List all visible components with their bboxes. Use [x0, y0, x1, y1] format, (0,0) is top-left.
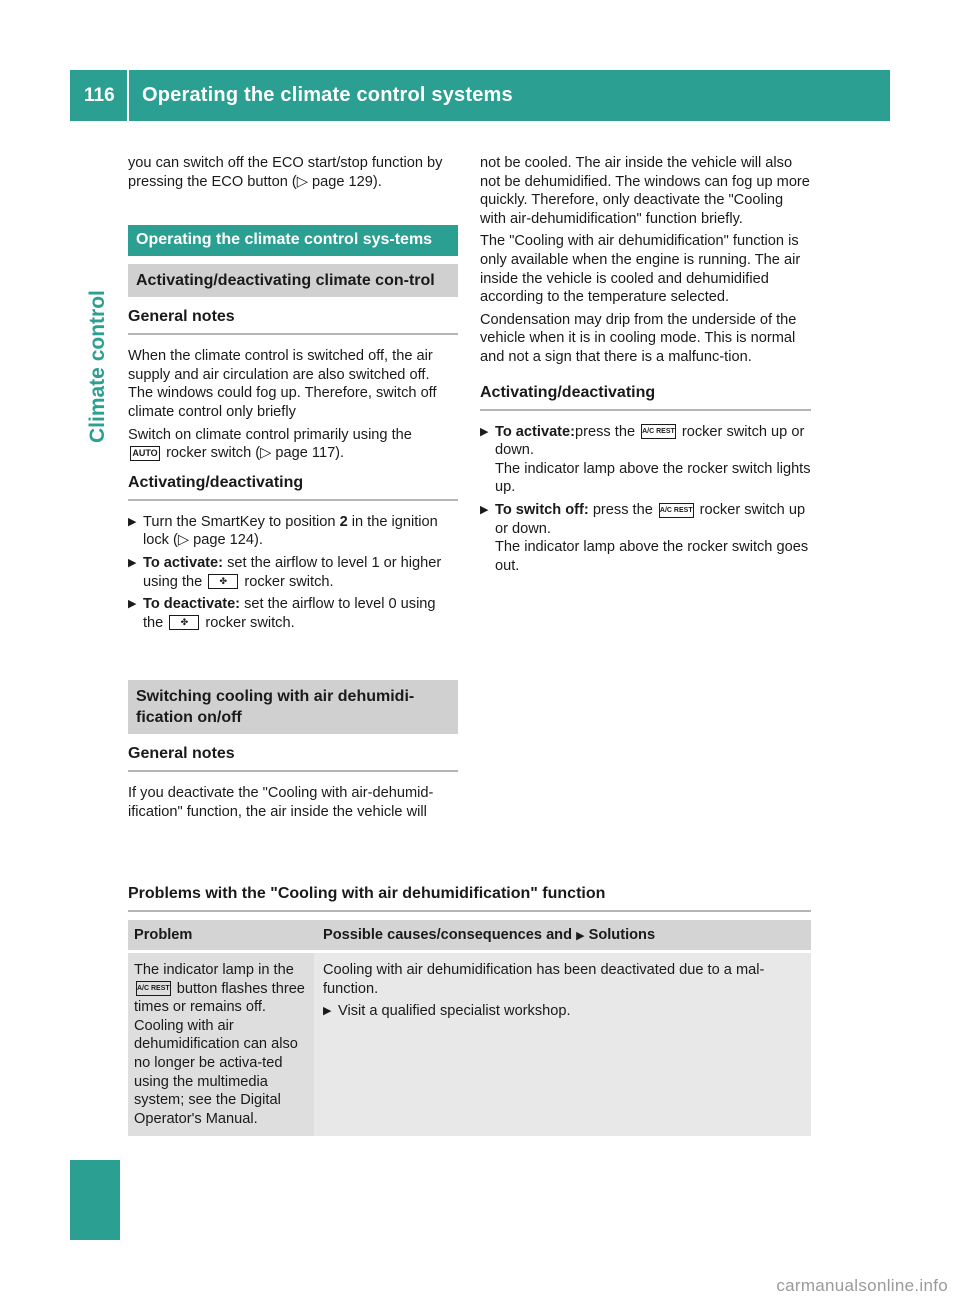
fan-button-icon: ✤ [169, 615, 199, 630]
ac-button-icon: A/C REST [659, 503, 694, 518]
step-arrow-icon: ▶ [480, 425, 489, 438]
cause-text: Cooling with air dehumidification has been deactivated due to a mal-function. [323, 962, 765, 997]
text: Possible causes/consequences and [323, 927, 573, 943]
table-cell-problem [128, 953, 314, 1136]
section-banner-cooling: Switching cooling with air dehumidi-fication on/off [128, 680, 458, 734]
step-label: To switch off: [495, 501, 589, 518]
step-activate [128, 554, 458, 591]
side-tab-label: Climate control [86, 290, 109, 443]
table-header-problem: Problem [134, 927, 193, 943]
fan-button-icon: ✤ [208, 574, 238, 589]
step-label: To deactivate: [143, 596, 241, 613]
text: rocker switch. [205, 614, 295, 631]
text: rocker switch up or down. [495, 423, 805, 459]
side-tab-marker [70, 1160, 120, 1240]
ac-button-icon: A/C REST [136, 981, 171, 996]
section-banner-activating: Activating/deactivating climate con-trol [128, 264, 458, 297]
step-note: The indicator lamp above the rocker switch goes out. [495, 539, 809, 574]
right-paragraph-2: The "Cooling with air dehumidification" function is only available when the engine is running. The air inside the vehicle is cooled and dehumidified according to the temperature selected. [480, 233, 801, 306]
solution-step [323, 1002, 802, 1021]
text: set the airflow to level 1 or higher using the [143, 554, 442, 590]
step-ac-activate [480, 423, 811, 497]
text: press the [588, 501, 653, 518]
ac-button-icon: A/C REST [641, 424, 676, 439]
step-label: To activate: [495, 423, 576, 440]
step-ac-switch-off [480, 501, 811, 575]
text: button flashes three times or remains off. Cooling with air dehumidification can also no longer be activa-ted using the multimedia system; see the Digital Operator's Manual. [134, 980, 305, 1127]
subheading-activating-ac: Activating/deactivating [480, 383, 811, 411]
step-ignition [128, 513, 458, 550]
table-row [128, 953, 811, 1136]
subheading-cooling-notes: General notes [128, 744, 458, 772]
general-notes-paragraph-2 [128, 426, 458, 463]
text: in the ignition lock (▷ page 124). [143, 513, 438, 549]
table-header-causes [314, 920, 811, 950]
spacer [128, 195, 458, 225]
step-deactivate [128, 595, 458, 632]
problems-table [128, 920, 811, 1136]
table-cell-causes [314, 953, 811, 1136]
text: Switch on climate control primarily using the [128, 426, 412, 443]
side-tab-area [70, 122, 120, 1160]
subheading-activating: Activating/deactivating [128, 473, 458, 501]
text: Solutions [588, 927, 656, 943]
step-arrow-icon: ▶ [128, 556, 137, 569]
right-paragraph-1: not be cooled. The air inside the vehicle will also not be dehumidified. The windows can fog up more quickly. Therefore, only deactivate the "Cooling with air-dehumidification" function briefly. [480, 155, 810, 227]
text: rocker switch up or down. [495, 501, 806, 537]
text: rocker switch. [244, 573, 334, 590]
table-header-row [128, 920, 811, 950]
text: set the airflow to level 0 using the [143, 596, 436, 631]
table-title: Problems with the "Cooling with air dehumidification" function [128, 884, 811, 912]
subheading-general-notes: General notes [128, 307, 458, 335]
position-number: 2 [339, 513, 348, 530]
watermark: carmanualsonline.info [776, 1276, 948, 1295]
step-arrow-icon: ▶ [128, 515, 137, 528]
step-note: The indicator lamp above the rocker switch lights up. [495, 460, 811, 496]
solution-arrow-icon: ▶ [576, 930, 585, 942]
text: press the [575, 423, 636, 440]
right-paragraph-3: Condensation may drip from the underside of the vehicle when it is in cooling mode. This is normal and not a sign that there is a malfunc-tion. [480, 311, 797, 365]
spacer [128, 636, 458, 672]
text: The indicator lamp in the [134, 962, 294, 978]
step-arrow-icon: ▶ [128, 598, 137, 611]
step-label: To activate: [143, 554, 224, 571]
cooling-paragraph: If you deactivate the "Cooling with air-dehumid-ification" function, the air inside the vehicle will [128, 785, 434, 820]
left-column [128, 154, 458, 826]
chapter-banner: Operating the climate control sys-tems [128, 225, 458, 256]
page-header [70, 70, 890, 121]
auto-button-icon: AUTO [130, 446, 160, 461]
page-number: 116 [84, 85, 115, 106]
general-notes-paragraph-1: When the climate control is switched off, the air supply and air circulation are also switched off. The windows could fog up. Therefore, switch off climate control only briefly [128, 348, 437, 420]
header-divider [127, 70, 129, 121]
text: rocker switch (▷ page 117). [166, 445, 345, 462]
solution-text: Visit a qualified specialist workshop. [338, 1003, 571, 1020]
section-title: Operating the climate control systems [142, 84, 513, 106]
text: Turn the SmartKey to position [143, 513, 340, 530]
intro-paragraph: you can switch off the ECO start/stop function by pressing the ECO button (▷ page 129). [128, 155, 443, 190]
step-arrow-icon: ▶ [323, 1005, 332, 1018]
right-column [480, 154, 811, 579]
step-arrow-icon: ▶ [480, 503, 489, 516]
